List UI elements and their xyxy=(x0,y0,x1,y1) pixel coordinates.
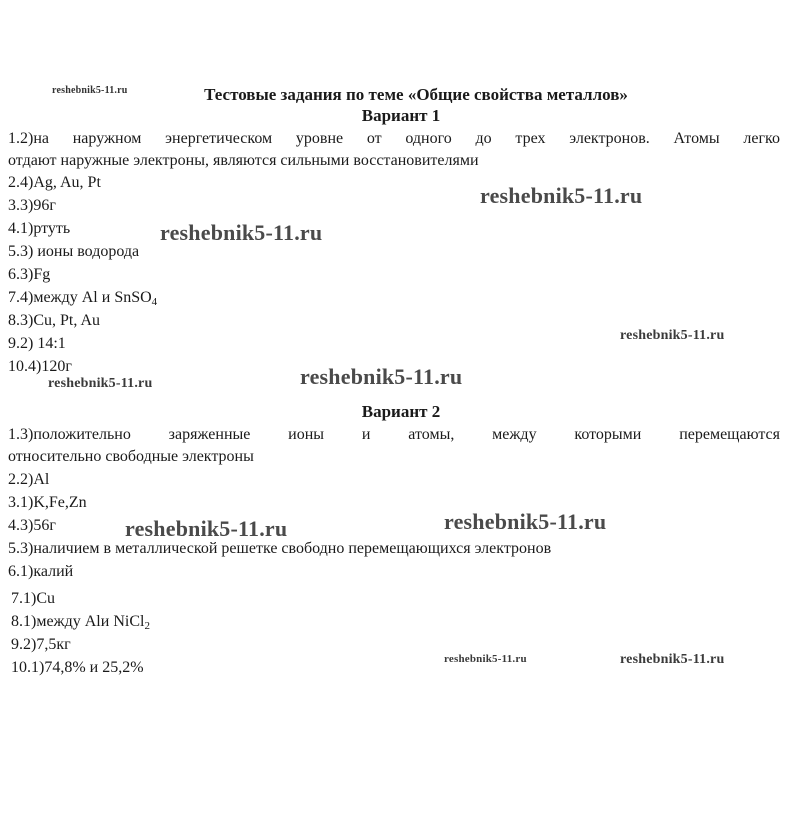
v2-answer-1-line1: 1.3)положительно заряженные ионы и атомы, между которыми перемещаются xyxy=(8,426,780,443)
v2-answer-10: 10.1)74,8% и 25,2% xyxy=(11,659,144,676)
v2-answer-3: 3.1)K,Fe,Zn xyxy=(8,494,87,511)
watermark: reshebnik5-11.ru xyxy=(480,183,643,208)
watermark: reshebnik5-11.ru xyxy=(48,376,153,391)
watermark-header: reshebnik5-11.ru xyxy=(52,85,128,96)
v2-answer-1-line2: относительно свободные электроны xyxy=(8,448,254,465)
watermark: reshebnik5-11.ru xyxy=(160,220,323,245)
v1-answer-5: 5.3) ионы водорода xyxy=(8,243,140,260)
v2-answer-7: 7.1)Cu xyxy=(11,590,55,607)
v2-answer-4: 4.3)56г xyxy=(8,517,56,534)
watermark: reshebnik5-11.ru xyxy=(300,364,463,389)
v1-answer-4: 4.1)ртуть xyxy=(8,220,71,237)
watermark: reshebnik5-11.ru xyxy=(444,509,607,534)
v1-answer-7-text: 7.4)между Al и SnSO xyxy=(8,289,152,306)
watermark: reshebnik5-11.ru xyxy=(620,652,725,667)
watermark: reshebnik5-11.ru xyxy=(620,328,725,343)
v1-answer-9: 9.2) 14:1 xyxy=(8,335,66,352)
v1-answer-8: 8.3)Cu, Pt, Au xyxy=(8,312,101,329)
v2-answer-8-text: 8.1)между Alи NiCl xyxy=(11,613,145,630)
v1-answer-1-line1: 1.2)на наружном энергетическом уровне от одного до трех электронов. Атомы легко xyxy=(8,130,780,147)
variant1-heading: Вариант 1 xyxy=(361,106,441,125)
variant2-heading: Вариант 2 xyxy=(361,402,441,421)
v1-answer-6: 6.3)Fg xyxy=(8,266,51,283)
v1-answer-1-line2: отдают наружные электроны, являются сильными восстановителями xyxy=(8,152,479,169)
v2-answer-5: 5.3)наличием в металлической решетке свободно перемещающихся электронов xyxy=(8,540,552,557)
watermark: reshebnik5-11.ru xyxy=(444,653,527,665)
page-title: Тестовые задания по теме «Общие свойства металлов» xyxy=(204,85,628,104)
v1-answer-2: 2.4)Ag, Au, Pt xyxy=(8,174,101,191)
v2-answer-9: 9.2)7,5кг xyxy=(11,636,71,653)
v2-answer-8-subscript: 2 xyxy=(144,620,150,632)
v1-answer-3: 3.3)96г xyxy=(8,197,56,214)
v2-answer-2: 2.2)Al xyxy=(8,471,50,488)
v2-answer-6: 6.1)калий xyxy=(8,563,74,580)
v1-answer-10: 10.4)120г xyxy=(8,358,72,375)
watermark: reshebnik5-11.ru xyxy=(125,516,288,541)
v1-answer-7-subscript: 4 xyxy=(151,296,158,308)
